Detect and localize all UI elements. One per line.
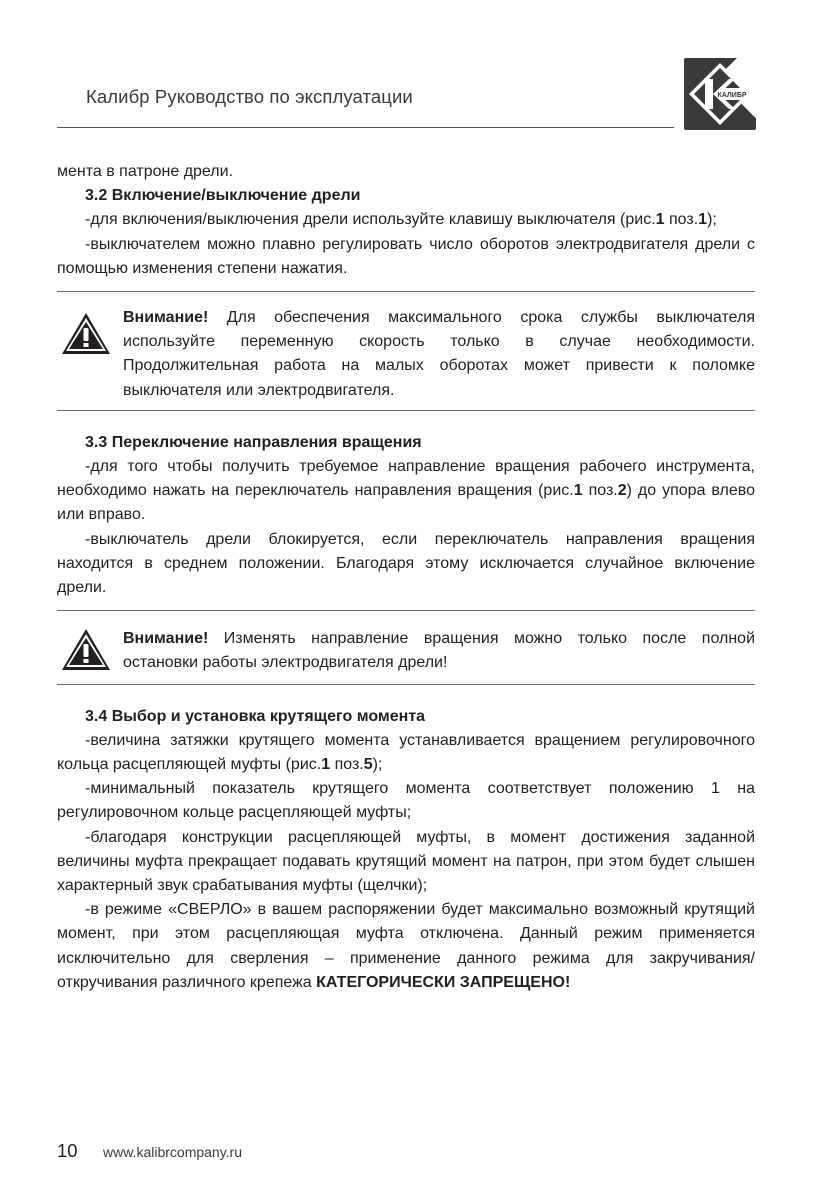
section-3-3-paragraph-2: -выключатель дрели блокируется, если переключатель направления вращения находится в среднем положении. Благодаря этому исключается случайное включение дрели. <box>57 530 755 597</box>
text-run: -для того чтобы получить требуемое направление вращения рабочего инструмента, необходимо нажать на переключатель направления вращения (рис. <box>57 458 755 500</box>
warning-text-1 <box>123 306 755 403</box>
text-run: -для включения/выключения дрели используйте клавишу выключателя (рис. <box>85 211 656 229</box>
divider <box>57 291 755 292</box>
section-3-2-paragraph-2: -выключателем можно плавно регулировать число оборотов электродвигателя дрели с помощью изменения степени нажатия. <box>57 235 755 277</box>
section-3-2-heading: 3.2 Включение/выключение дрели <box>85 187 361 205</box>
section-3-2-paragraph-1 <box>57 208 755 232</box>
warning-body: Для обеспечения максимального срока службы выключателя используйте переменную скорость только в случае необходимости. Продолжительная работа на малых оборотах может привести к поломке выключателя или электродвигателя. <box>123 309 755 399</box>
text-run: ); <box>707 211 717 229</box>
page-number: 10 <box>57 1140 78 1161</box>
page-content <box>57 160 755 995</box>
section-3-3-heading: 3.3 Переключение направления вращения <box>85 433 422 451</box>
position-number: 1 <box>698 211 708 229</box>
divider <box>57 610 755 611</box>
text-run: ); <box>372 756 383 774</box>
text-run: поз. <box>664 211 699 229</box>
divider <box>57 684 755 685</box>
prohibition-text: КАТЕГОРИЧЕСКИ ЗАПРЕЩЕНО! <box>316 973 571 991</box>
text-run: поз. <box>582 482 618 500</box>
logo-text: КАЛИБР <box>717 92 747 99</box>
intro-text: мента в патроне дрели. <box>57 163 234 180</box>
text-run: -в режиме «СВЕРЛО» в вашем распоряжении будет максимально возможный крутящий момент, при этом расцепляющая муфта отключена. Данный режим применяется исключительно для сверления – применение данного режима для закручивания/откручивания различного крепежа <box>57 901 755 991</box>
warning-box-1 <box>57 306 755 403</box>
section-3-4-paragraph-4 <box>57 898 755 995</box>
position-number: 5 <box>363 756 373 774</box>
warning-box-2 <box>57 627 755 675</box>
position-number: 2 <box>617 482 627 500</box>
warning-label: Внимание! <box>123 309 209 327</box>
text-run: -величина затяжки крутящего момента устанавливается вращением регулировочного кольца расцепляющей муфты (рис. <box>57 731 755 774</box>
figure-number: 1 <box>321 756 331 774</box>
kalibr-logo <box>683 57 757 131</box>
header-divider <box>57 127 674 128</box>
footer-url: www.kalibrcompany.ru <box>103 1144 243 1160</box>
text-run: поз. <box>330 756 364 774</box>
warning-body: Изменять направление вращения можно только после полной остановки работы электродвигателя дрели! <box>123 630 755 672</box>
figure-number: 1 <box>573 482 583 500</box>
warning-icon <box>60 311 112 356</box>
section-3-4-paragraph-2: -минимальный показатель крутящего момента соответствует положению 1 на регулировочном кольце расцепляющей муфты; <box>57 780 755 822</box>
divider <box>57 410 755 411</box>
figure-number: 1 <box>655 211 665 229</box>
section-3-4-heading: 3.4 Выбор и установка крутящего момента <box>85 707 426 725</box>
text-run: ) до упора влево или вправо. <box>57 482 756 524</box>
warning-text-2 <box>123 627 755 675</box>
warning-icon <box>60 627 112 672</box>
header-title: Калибр Руководство по эксплуатации <box>86 86 413 107</box>
section-3-3-paragraph-1 <box>57 455 755 528</box>
warning-label: Внимание! <box>123 630 209 648</box>
section-3-4-paragraph-1 <box>57 729 755 777</box>
section-3-4-paragraph-3: -благодаря конструкции расцепляющей муфты, в момент достижения заданной величины муфта прекращает подавать крутящий момент на патрон, при этом будет слышен характерный звук срабатывания муфты (щелчки); <box>57 828 755 895</box>
